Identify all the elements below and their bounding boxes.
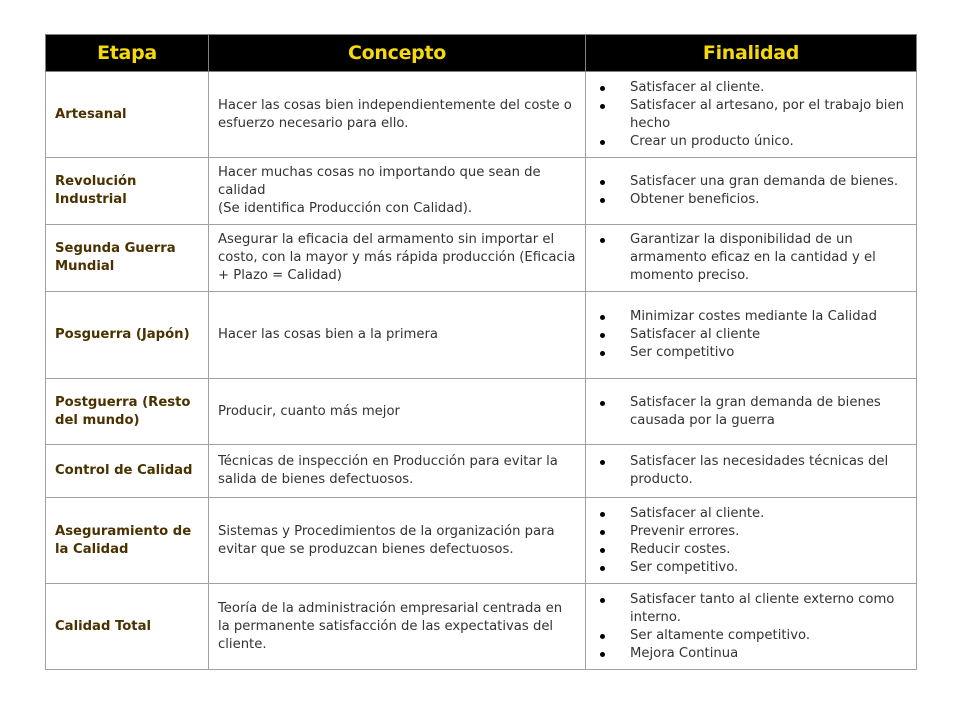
purpose-cell [586,292,917,379]
table-body [46,72,917,670]
purpose-cell [586,72,917,158]
stage-cell: Artesanal [46,72,209,158]
table-row [46,225,917,292]
purpose-list [596,453,908,489]
concept-text: Hacer las cosas bien a la primera [218,327,438,342]
concept-text: Teoría de la administración empresarial centrada en la permanente satisfacción de las expectativas del cliente. [218,600,563,652]
concept-cell [209,225,586,292]
purpose-list [596,591,908,663]
purpose-cell [586,498,917,584]
purpose-item: Satisfacer al cliente. [596,79,908,97]
concept-text: Hacer muchas cosas no importando que sean de calidad [218,165,541,198]
purpose-list [596,173,908,209]
stage-cell: Postguerra (Resto del mundo) [46,379,209,445]
stage-cell: Calidad Total [46,584,209,670]
stage-cell: Aseguramiento de la Calidad [46,498,209,584]
stage-cell: Revolución Industrial [46,158,209,225]
purpose-item: Minimizar costes mediante la Calidad [596,308,908,326]
table-row [46,158,917,225]
quality-evolution-table [45,34,917,670]
table-row [46,72,917,158]
purpose-list [596,308,908,362]
header-concepto: Concepto [209,35,586,72]
concept-text: Producir, cuanto más mejor [218,403,400,419]
purpose-item: Ser altamente competitivo. [596,627,908,645]
concept-text: Asegurar la eficacia del armamento sin importar el costo, con la mayor y más rápida producción (Eficacia + Plazo = Calidad) [218,232,576,283]
purpose-item: Ser competitivo. [596,559,908,577]
concept-cell [209,584,586,670]
purpose-item: Crear un producto único. [596,133,908,151]
purpose-cell [586,225,917,292]
table-row [46,584,917,670]
purpose-list [596,79,908,151]
purpose-item: Satisfacer al cliente [596,326,908,344]
purpose-item: Satisfacer las necesidades técnicas del producto. [596,453,908,489]
purpose-list [596,505,908,577]
purpose-cell [586,584,917,670]
table-header [46,35,917,72]
purpose-cell [586,158,917,225]
purpose-item: Satisfacer tanto al cliente externo como interno. [596,591,908,627]
purpose-item: Prevenir errores. [596,523,908,541]
purpose-list [596,394,908,430]
purpose-item: Mejora Continua [596,645,908,663]
purpose-item: Satisfacer una gran demanda de bienes. [596,173,908,191]
concept-cell [209,498,586,584]
purpose-item: Satisfacer al cliente. [596,505,908,523]
concept-cell [209,72,586,158]
table-row [46,292,917,379]
purpose-list [596,231,908,285]
header-etapa: Etapa [46,35,209,72]
purpose-item: Ser competitivo [596,344,908,362]
stage-cell: Segunda Guerra Mundial [46,225,209,292]
concept-cell [209,379,586,445]
purpose-cell [586,379,917,445]
table-row [46,445,917,498]
concept-cell [209,445,586,498]
concept-cell [209,158,586,225]
purpose-cell [586,445,917,498]
purpose-item: Reducir costes. [596,541,908,559]
purpose-item: Obtener beneficios. [596,191,908,209]
header-row [46,35,917,72]
purpose-item: Garantizar la disponibilidad de un armamento eficaz en la cantidad y el momento preciso. [596,231,908,285]
purpose-item: Satisfacer al artesano, por el trabajo bien hecho [596,97,908,133]
purpose-item: Satisfacer la gran demanda de bienes causada por la guerra [596,394,908,430]
concept-cell [209,292,586,379]
header-finalidad: Finalidad [586,35,917,72]
concept-text: Técnicas de inspección en Producción para evitar la salida de bienes defectuosos. [218,454,558,487]
stage-cell: Posguerra (Japón) [46,292,209,379]
stage-cell: Control de Calidad [46,445,209,498]
table-row [46,379,917,445]
concept-text: Sistemas y Procedimientos de la organización para evitar que se produzcan bienes defectuosos. [218,523,555,557]
table-row [46,498,917,584]
concept-text: Hacer las cosas bien independientemente del coste o esfuerzo necesario para ello. [218,97,572,131]
concept-text: (Se identifica Producción con Calidad). [218,201,473,216]
